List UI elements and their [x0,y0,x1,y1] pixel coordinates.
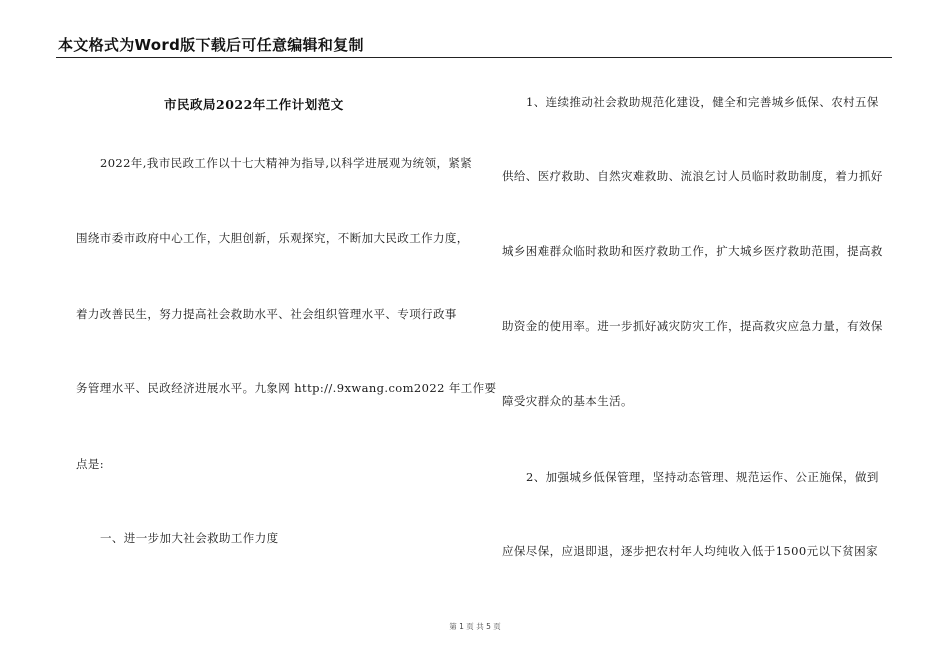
paragraph-line: 助资金的使用率。进一步抓好减灾防灾工作，提高救灾应急力量，有效保 [502,319,883,333]
paragraph-line: 供给、医疗救助、自然灾难救助、流浪乞讨人员临时救助制度，着力抓好 [502,169,883,183]
section-heading: 一、进一步加大社会救助工作力度 [100,531,279,545]
paragraph-line: 务管理水平、民政经济进展水平。九象网 http://.9xwang.com2022 年工作要 [76,381,497,395]
paragraph-line: 应保尽保，应退即退，逐步把农村年人均纯收入低于1500元以下贫困家 [502,544,878,558]
header-title: 本文格式为Word版下载后可任意编辑和复制 [58,36,364,54]
page-number: 第 1 页 共 5 页 [449,622,501,631]
paragraph-line: 围绕市委市政府中心工作，大胆创新，乐观探究，不断加大民政工作力度， [76,231,469,245]
paragraph-line: 障受灾群众的基本生活。 [502,394,633,408]
document-title: 市民政局2022年工作计划范文 [164,97,344,112]
paragraph-line: 2、加强城乡低保管理，坚持动态管理、规范运作、公正施保，做到 [526,470,879,484]
header-divider [56,57,892,58]
paragraph-line: 城乡困难群众临时救助和医疗救助工作，扩大城乡医疗救助范围，提高救 [502,244,883,258]
paragraph-line: 2022年,我市民政工作以十七大精神为指导,以科学进展观为统领，紧紧 [100,156,473,170]
paragraph-line: 1、连续推动社会救助规范化建设，健全和完善城乡低保、农村五保 [526,95,879,109]
paragraph-line: 着力改善民生，努力提高社会救助水平、社会组织管理水平、专项行政事 [76,307,457,321]
paragraph-line: 点是: [76,457,105,471]
